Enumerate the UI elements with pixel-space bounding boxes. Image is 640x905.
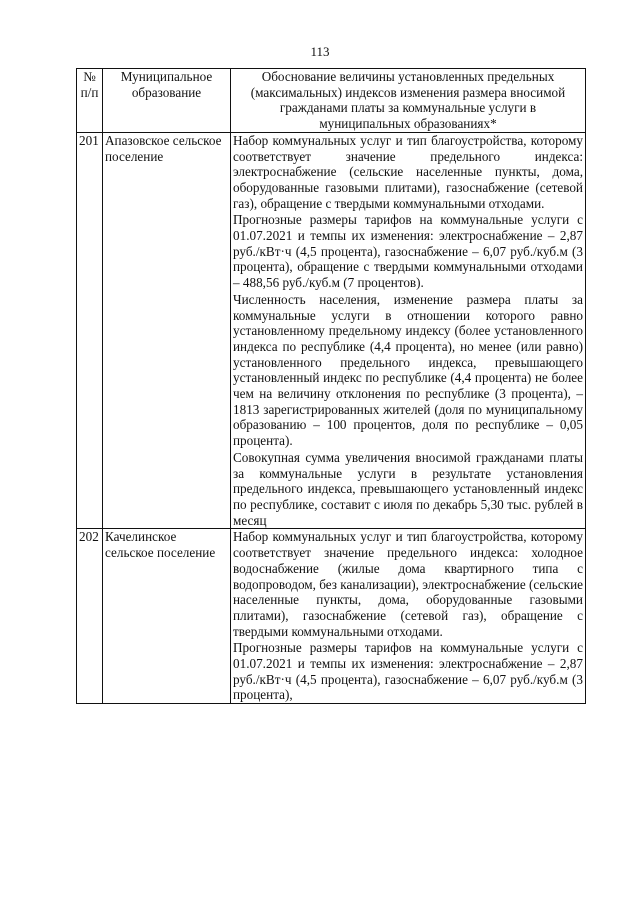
reason-paragraph: Совокупная сумма увеличения вносимой гражданами платы за коммунальные услуги в результате установления предельного индекса, превышающего установленный индекс по республике, составит с июля по декабрь 5,30 тыс. рублей в месяц — [233, 449, 583, 528]
row-num: 202 — [77, 529, 103, 704]
reason-paragraph: Набор коммунальных услуг и тип благоустройства, которому соответствует значение предельного индекса: электроснабжение (сельские населенные пункты, дома, оборудованные газовыми плитами), газоснабжение (сетевой газ), обращение с твердыми коммунальными отходами. — [233, 132, 583, 211]
header-reason: Обоснование величины установленных предельных (максимальных) индексов изменения размера вносимой гражданами платы за коммунальные услуги в муниципальных образованиях* — [231, 69, 586, 133]
reason-paragraph: Набор коммунальных услуг и тип благоустройства, которому соответствует значение предельного индекса: холодное водоснабжение (жилые дома квартирного типа с водопроводом, без канализации), электроснабжение (сельские населенные пункты, дома, оборудованные газовыми плитами), газоснабжение (сетевой газ), обращение с твердыми коммунальными отходами. — [233, 529, 583, 639]
table-row — [77, 529, 586, 704]
reason-paragraph: Прогнозные размеры тарифов на коммунальные услуги с 01.07.2021 и темпы их изменения: электроснабжение – 2,87 руб./кВт·ч (4,5 процента), газоснабжение – 6,07 руб./куб.м (3 процента), — [233, 640, 583, 703]
page-number: 113 — [310, 44, 330, 59]
row-municipality: Качелинское сельское поселение — [103, 529, 231, 704]
table-row — [77, 132, 586, 529]
reason-paragraph: Численность населения, изменение размера платы за коммунальные услуги в отношении которого равно установленному предельному индексу (более установленного индекса по республике (4,4 процента), но менее (или равно) установленного предельного индекса, превышающего установленный индекс по республике (4,4 процента) не более чем на величину отклонения по республике (3 процента), – 1813 зарегистрированных жителей (доля по муниципальному образованию – 100 процентов, доля по республике – 0,05 процента). — [233, 291, 583, 449]
row-reason — [231, 529, 586, 704]
row-num: 201 — [77, 132, 103, 529]
header-num: № п/п — [77, 69, 103, 133]
header-municipality: Муниципальное образование — [103, 69, 231, 133]
tariff-justification-table — [76, 68, 586, 704]
row-reason — [231, 132, 586, 529]
table-header-row — [77, 69, 586, 133]
reason-paragraph: Прогнозные размеры тарифов на коммунальные услуги с 01.07.2021 и темпы их изменения: электроснабжение – 2,87 руб./кВт·ч (4,5 процента), газоснабжение – 6,07 руб./куб.м (3 процента), обращение с твердыми коммунальными отходами – 488,56 руб./куб.м (7 процентов). — [233, 212, 583, 291]
row-municipality: Апазовское сельское поселение — [103, 132, 231, 529]
